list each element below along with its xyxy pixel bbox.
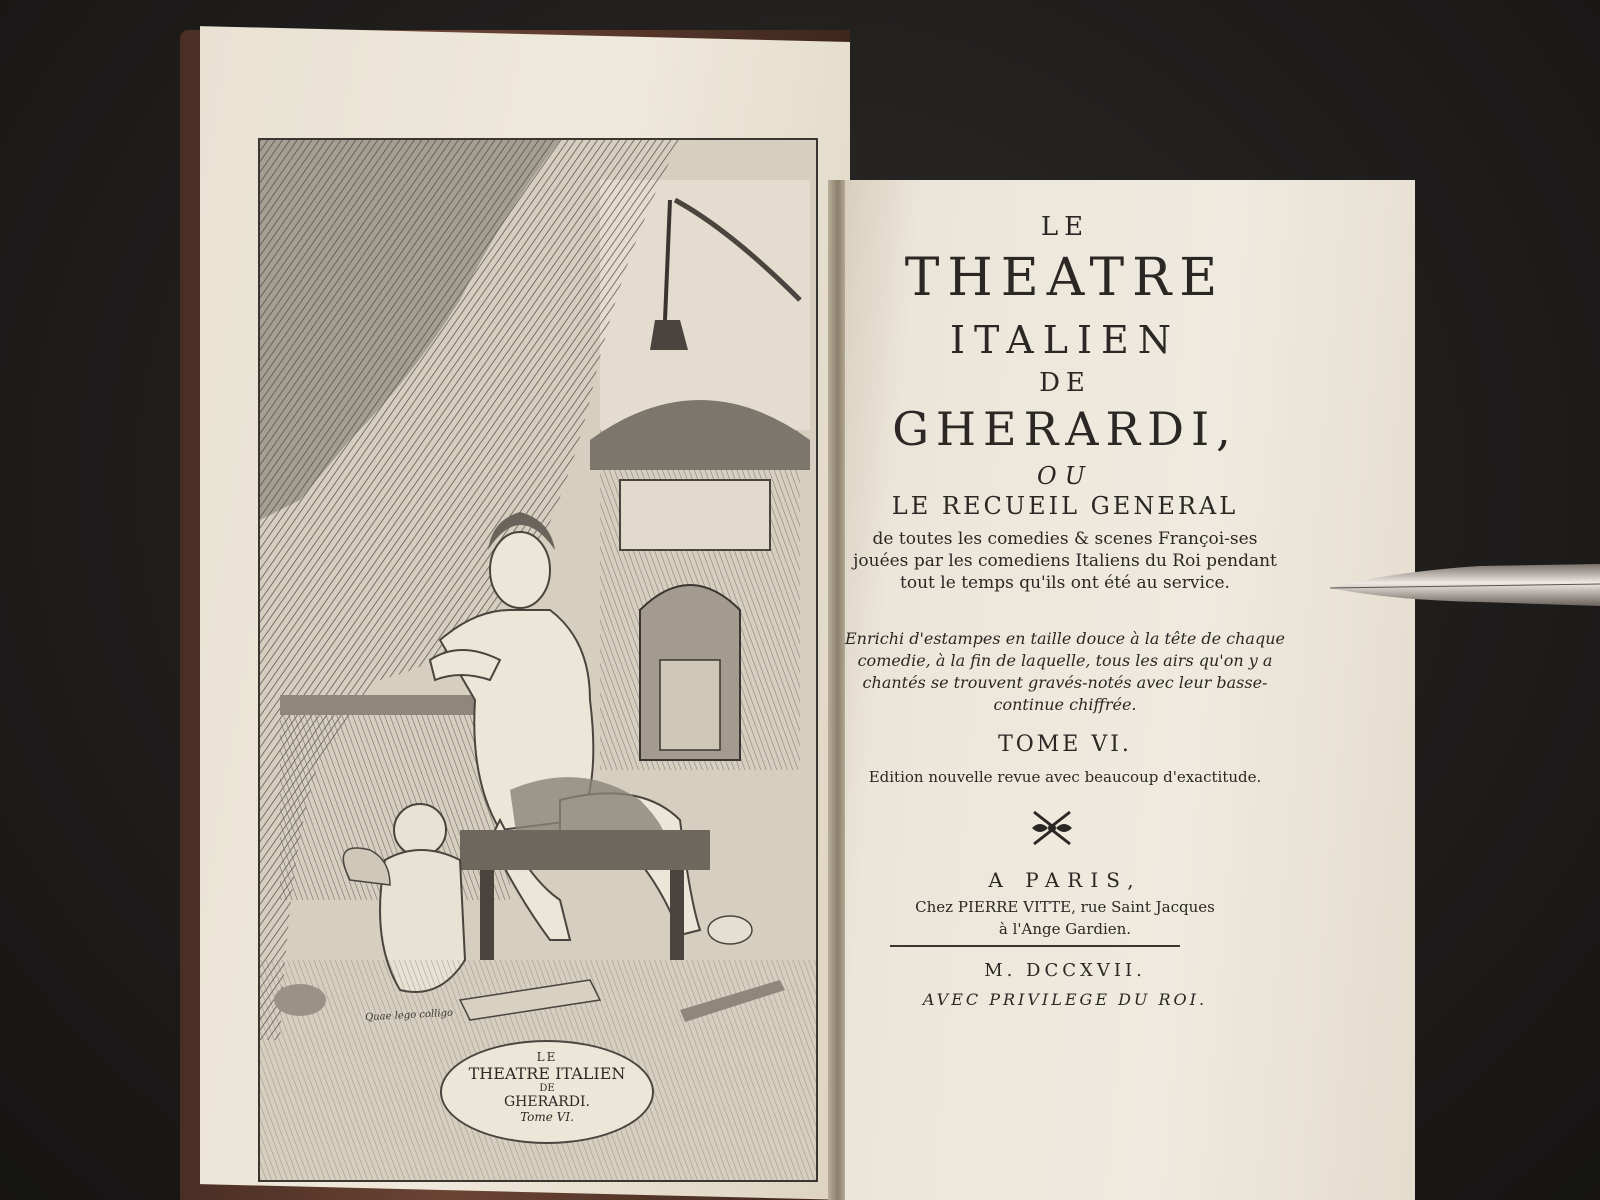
title-rule	[890, 945, 1180, 947]
title-de: DE	[1039, 368, 1091, 398]
title-description: de toutes les comedies & scenes Françoi-ses jouées par les comediens Italiens du Roi pendant tout le temps qu'ils ont été au service.	[853, 529, 1277, 593]
title-recueil: LE RECUEIL GENERAL	[891, 492, 1239, 520]
title-edition: Edition nouvelle revue avec beaucoup d'exactitude.	[868, 768, 1262, 786]
title-gherardi: GHERARDI,	[892, 402, 1238, 456]
cartouche-gherardi: GHERARDI.	[503, 1094, 590, 1110]
cartouche-de: DE	[539, 1083, 555, 1094]
frontispiece-cartouche	[440, 1040, 654, 1144]
title-date: M. DCCXVII.	[984, 960, 1146, 981]
title-theatre: THEATRE	[904, 248, 1226, 308]
title-italien: ITALIEN	[950, 318, 1180, 362]
title-le: LE	[1040, 212, 1090, 242]
cartouche-le: LE	[536, 1050, 558, 1064]
frontispiece-engraving	[258, 138, 818, 1182]
cartouche-title: THEATRE ITALIEN	[468, 1064, 626, 1083]
letter-opener-blade	[1330, 558, 1600, 618]
title-page	[845, 180, 1415, 1200]
engraving-motto: Quae lego colligo	[364, 1007, 454, 1024]
cartouche-tome: Tome VI.	[520, 1110, 574, 1124]
title-sign: à l'Ange Gardien.	[998, 920, 1132, 938]
engraving-illustration	[260, 140, 816, 1180]
title-description-italic: Enrichi d'estampes en taille douce à la tête de chaque comedie, à la fin de laquelle, tous les airs qu'on y a chantés se trouvent gravés-notés avec leur basse-continue chiffrée.	[845, 629, 1285, 714]
printer-ornament-icon	[1030, 808, 1074, 848]
title-publisher: Chez PIERRE VITTE, rue Saint Jacques	[915, 898, 1215, 916]
title-tome: TOME VI.	[998, 732, 1132, 757]
title-privilege: AVEC PRIVILEGE DU ROI.	[922, 990, 1208, 1009]
title-ou: OU	[1037, 462, 1093, 490]
title-city: A PARIS,	[988, 868, 1142, 892]
